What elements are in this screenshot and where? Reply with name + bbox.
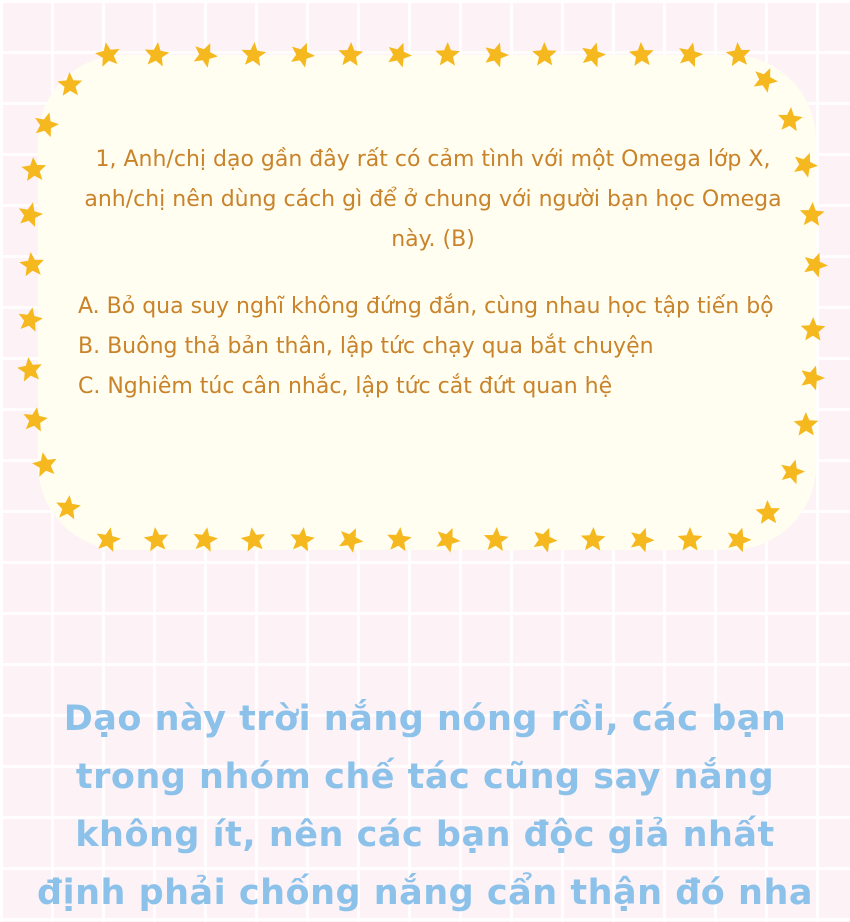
option-a: A. Bỏ qua suy nghĩ không đứng đắn, cùng nhau học tập tiến bộ bbox=[78, 294, 774, 319]
option-b: B. Buông thả bản thân, lập tức chạy qua bắt chuyện bbox=[78, 334, 654, 359]
quiz-card bbox=[78, 140, 788, 480]
quiz-question: 1, Anh/chị dạo gần đây rất có cảm tình với một Omega lớp X, anh/chị nên dùng cách gì để ở chung với người bạn học Omega này. (B) bbox=[84, 147, 782, 252]
quiz-options bbox=[78, 287, 788, 407]
reader-note: Dạo này trời nắng nóng rồi, các bạn trong nhóm chế tác cũng say nắng không ít, nên các bạn độc giả nhất định phải chống nắng cẩn thận đó nha bbox=[37, 699, 813, 913]
option-c: C. Nghiêm túc cân nhắc, lập tức cắt đứt quan hệ bbox=[78, 374, 613, 399]
